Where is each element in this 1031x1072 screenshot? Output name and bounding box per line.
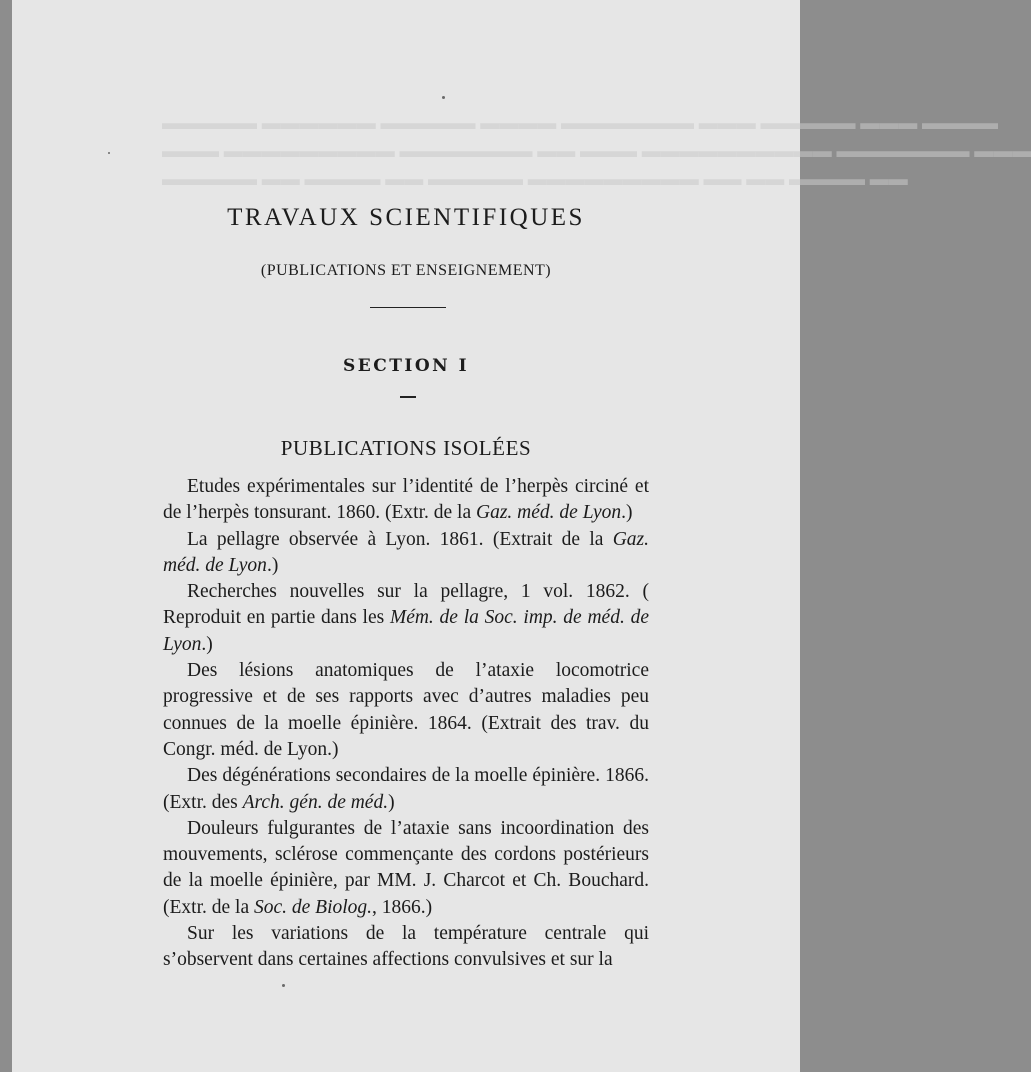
publication-entry xyxy=(163,763,649,816)
publication-entry xyxy=(163,474,649,527)
page-title: TRAVAUX SCIENTIFIQUES xyxy=(227,204,585,231)
entry-text: Douleurs fulgurantes de l’ataxie sans incoordination des mouvements, sclérose commençante des cordons postérieurs de la moelle épinière, par MM. J. Charcot et Ch. Bouchard. (Extr. de la xyxy=(163,817,649,918)
entry-text: Des dégénérations secondaires de la moelle épinière. 1866. (Extr. des xyxy=(163,765,649,813)
entry-text: La pellagre observée à Lyon. 1861. (Extrait de la xyxy=(187,528,613,550)
page-subtitle xyxy=(12,262,800,280)
entry-text: .) xyxy=(621,502,633,524)
entry-text: Des lésions anatomiques de l’ataxie locomotrice progressive et de ses rapports avec d’autres maladies peu connues de la moelle épinière. 1864. (Extrait des trav. du Congr. méd. de Lyon.) xyxy=(163,660,649,760)
paper-speck xyxy=(108,152,110,154)
publication-entry xyxy=(163,579,649,658)
publication-list xyxy=(163,474,649,974)
publication-entry xyxy=(163,816,649,921)
entry-text: Recherches nouvelles sur la pellagre, 1 vol. 1862. ( Reproduit en partie dans les xyxy=(163,581,649,629)
journal-title: Gaz. méd. de Lyon xyxy=(163,528,649,576)
paper-speck xyxy=(282,984,285,987)
entry-text: .) xyxy=(266,554,279,576)
show-through-texture: ▬▬▬▬▬ ▬▬▬▬▬▬ ▬▬▬▬▬ ▬▬▬▬ ▬▬▬▬▬▬▬ ▬▬▬ ▬▬▬▬▬ ▬▬▬ ▬▬▬▬ ▬▬▬ ▬▬▬▬▬▬▬▬▬ ▬▬▬▬▬▬▬ ▬▬ ▬▬▬ ▬▬▬▬▬▬▬▬▬▬ ▬▬▬▬▬▬▬ ▬▬▬ ▬▬▬▬▬ ▬▬ ▬▬▬▬ ▬▬ ▬▬▬▬▬ ▬▬▬▬▬▬▬▬▬ ▬▬ ▬▬ ▬▬▬▬ ▬▬ xyxy=(162,113,1031,190)
title-rule xyxy=(370,307,446,308)
document-page xyxy=(12,0,1031,1072)
entry-text: Sur les variations de la température centrale qui s’observent dans certaines affections convulsives et sur la xyxy=(163,923,649,971)
section-dash xyxy=(400,396,416,398)
paper-speck xyxy=(442,96,445,99)
section-heading: PUBLICATIONS ISOLÉES xyxy=(280,436,532,460)
entry-text: Etudes expérimentales sur l’identité de l’herpès circiné et de l’herpès tonsurant. 1860. (Extr. de la xyxy=(163,476,649,524)
publication-entry xyxy=(163,658,649,763)
journal-title: Gaz. méd. de Lyon xyxy=(476,502,622,524)
journal-title: Arch. gén. de méd. xyxy=(242,791,389,813)
section-label: SECTION I xyxy=(342,356,470,376)
entry-text: , 1866.) xyxy=(372,896,433,918)
entry-text: ) xyxy=(388,791,395,813)
journal-title: Soc. de Biolog. xyxy=(253,896,373,918)
publication-entry xyxy=(163,527,649,580)
subtitle-text: (PUBLICATIONS ET ENSEIGNEMENT) xyxy=(260,262,552,279)
entry-text: .) xyxy=(201,633,213,655)
journal-title: Mém. de la Soc. imp. de méd. de Lyon xyxy=(163,607,649,655)
publication-entry xyxy=(163,921,649,974)
